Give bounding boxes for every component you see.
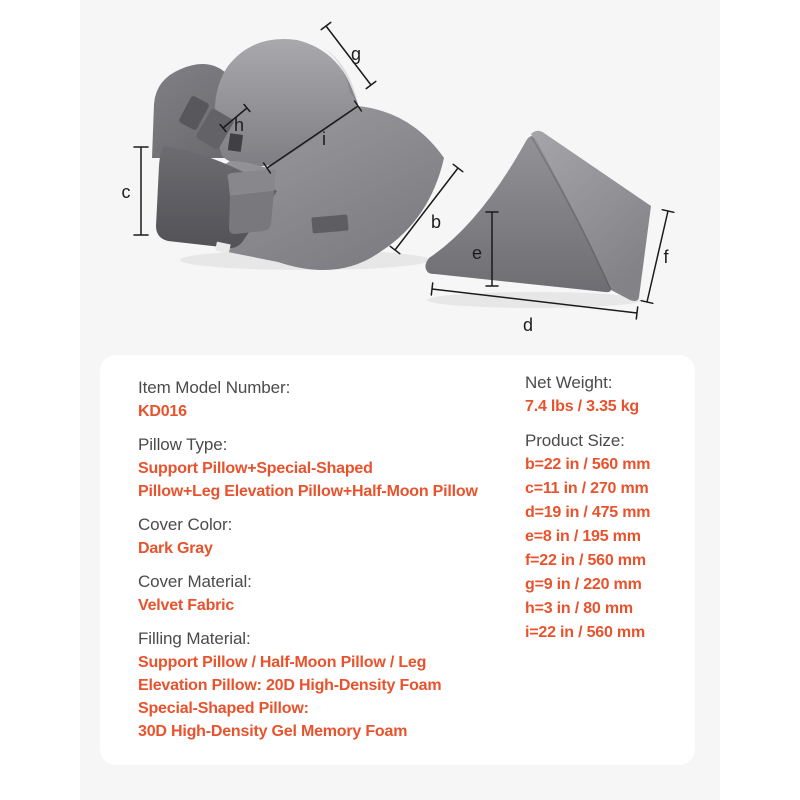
spec-value: Special-Shaped Pillow: (138, 700, 309, 717)
spec-value: f=22 in / 560 mm (525, 552, 646, 569)
product-figure (80, 0, 720, 345)
spec-group-cover-color (138, 513, 528, 560)
dimension-c (122, 147, 149, 235)
side-pocket (229, 191, 274, 234)
spec-value: Elevation Pillow: 20D High-Density Foam (138, 677, 442, 694)
spec-group-model (138, 376, 528, 423)
spec-group-filling-material (138, 627, 528, 743)
spec-value: c=11 in / 270 mm (525, 480, 649, 497)
spec-value: 7.4 lbs / 3.35 kg (525, 398, 639, 415)
spec-value: Velvet Fabric (138, 597, 235, 614)
dimension-label-c: c (121, 182, 131, 202)
spec-value: 30D High-Density Gel Memory Foam (138, 723, 408, 740)
spec-value: KD016 (138, 403, 187, 420)
spec-group-cover-material (138, 570, 528, 617)
spec-group-product-size (525, 429, 693, 645)
spec-value: i=22 in / 560 mm (525, 624, 645, 641)
spec-value: e=8 in / 195 mm (525, 528, 641, 545)
spec-value: b=22 in / 560 mm (525, 456, 651, 473)
right-pillow-shadow (427, 292, 643, 308)
spec-card (100, 355, 695, 765)
spec-label: Pillow Type: (138, 435, 228, 454)
spec-label: Filling Material: (138, 629, 251, 648)
spec-label: Cover Material: (138, 572, 252, 591)
spec-value: g=9 in / 220 mm (525, 576, 642, 593)
spec-value: Dark Gray (138, 540, 213, 557)
spec-value: Support Pillow / Half-Moon Pillow / Leg (138, 654, 427, 671)
spec-column-right (525, 371, 693, 655)
spec-label: Cover Color: (138, 515, 233, 534)
spec-column-left (138, 376, 528, 753)
spec-value: d=19 in / 475 mm (525, 504, 651, 521)
spec-group-net-weight (525, 371, 693, 419)
brand-tag (228, 133, 243, 152)
dimension-label-g: g (350, 44, 362, 64)
dimension-label-f: f (663, 247, 669, 267)
spec-value: h=3 in / 80 mm (525, 600, 633, 617)
spec-group-pillow-type (138, 433, 528, 503)
spec-label: Net Weight: (525, 373, 613, 392)
product-figure-area (80, 0, 720, 345)
velcro-strap-front (311, 214, 348, 233)
spec-value: Support Pillow+Special-Shaped (138, 460, 373, 477)
dimension-label-e: e (471, 243, 483, 263)
dimension-label-d: d (522, 315, 534, 335)
dimension-label-h: h (233, 115, 245, 135)
dimension-label-b: b (430, 212, 442, 232)
spec-label: Item Model Number: (138, 378, 291, 397)
content-panel (80, 0, 720, 800)
spec-value: Pillow+Leg Elevation Pillow+Half-Moon Pillow (138, 483, 478, 500)
dimension-label-i: i (322, 129, 326, 149)
spec-label: Product Size: (525, 431, 625, 450)
